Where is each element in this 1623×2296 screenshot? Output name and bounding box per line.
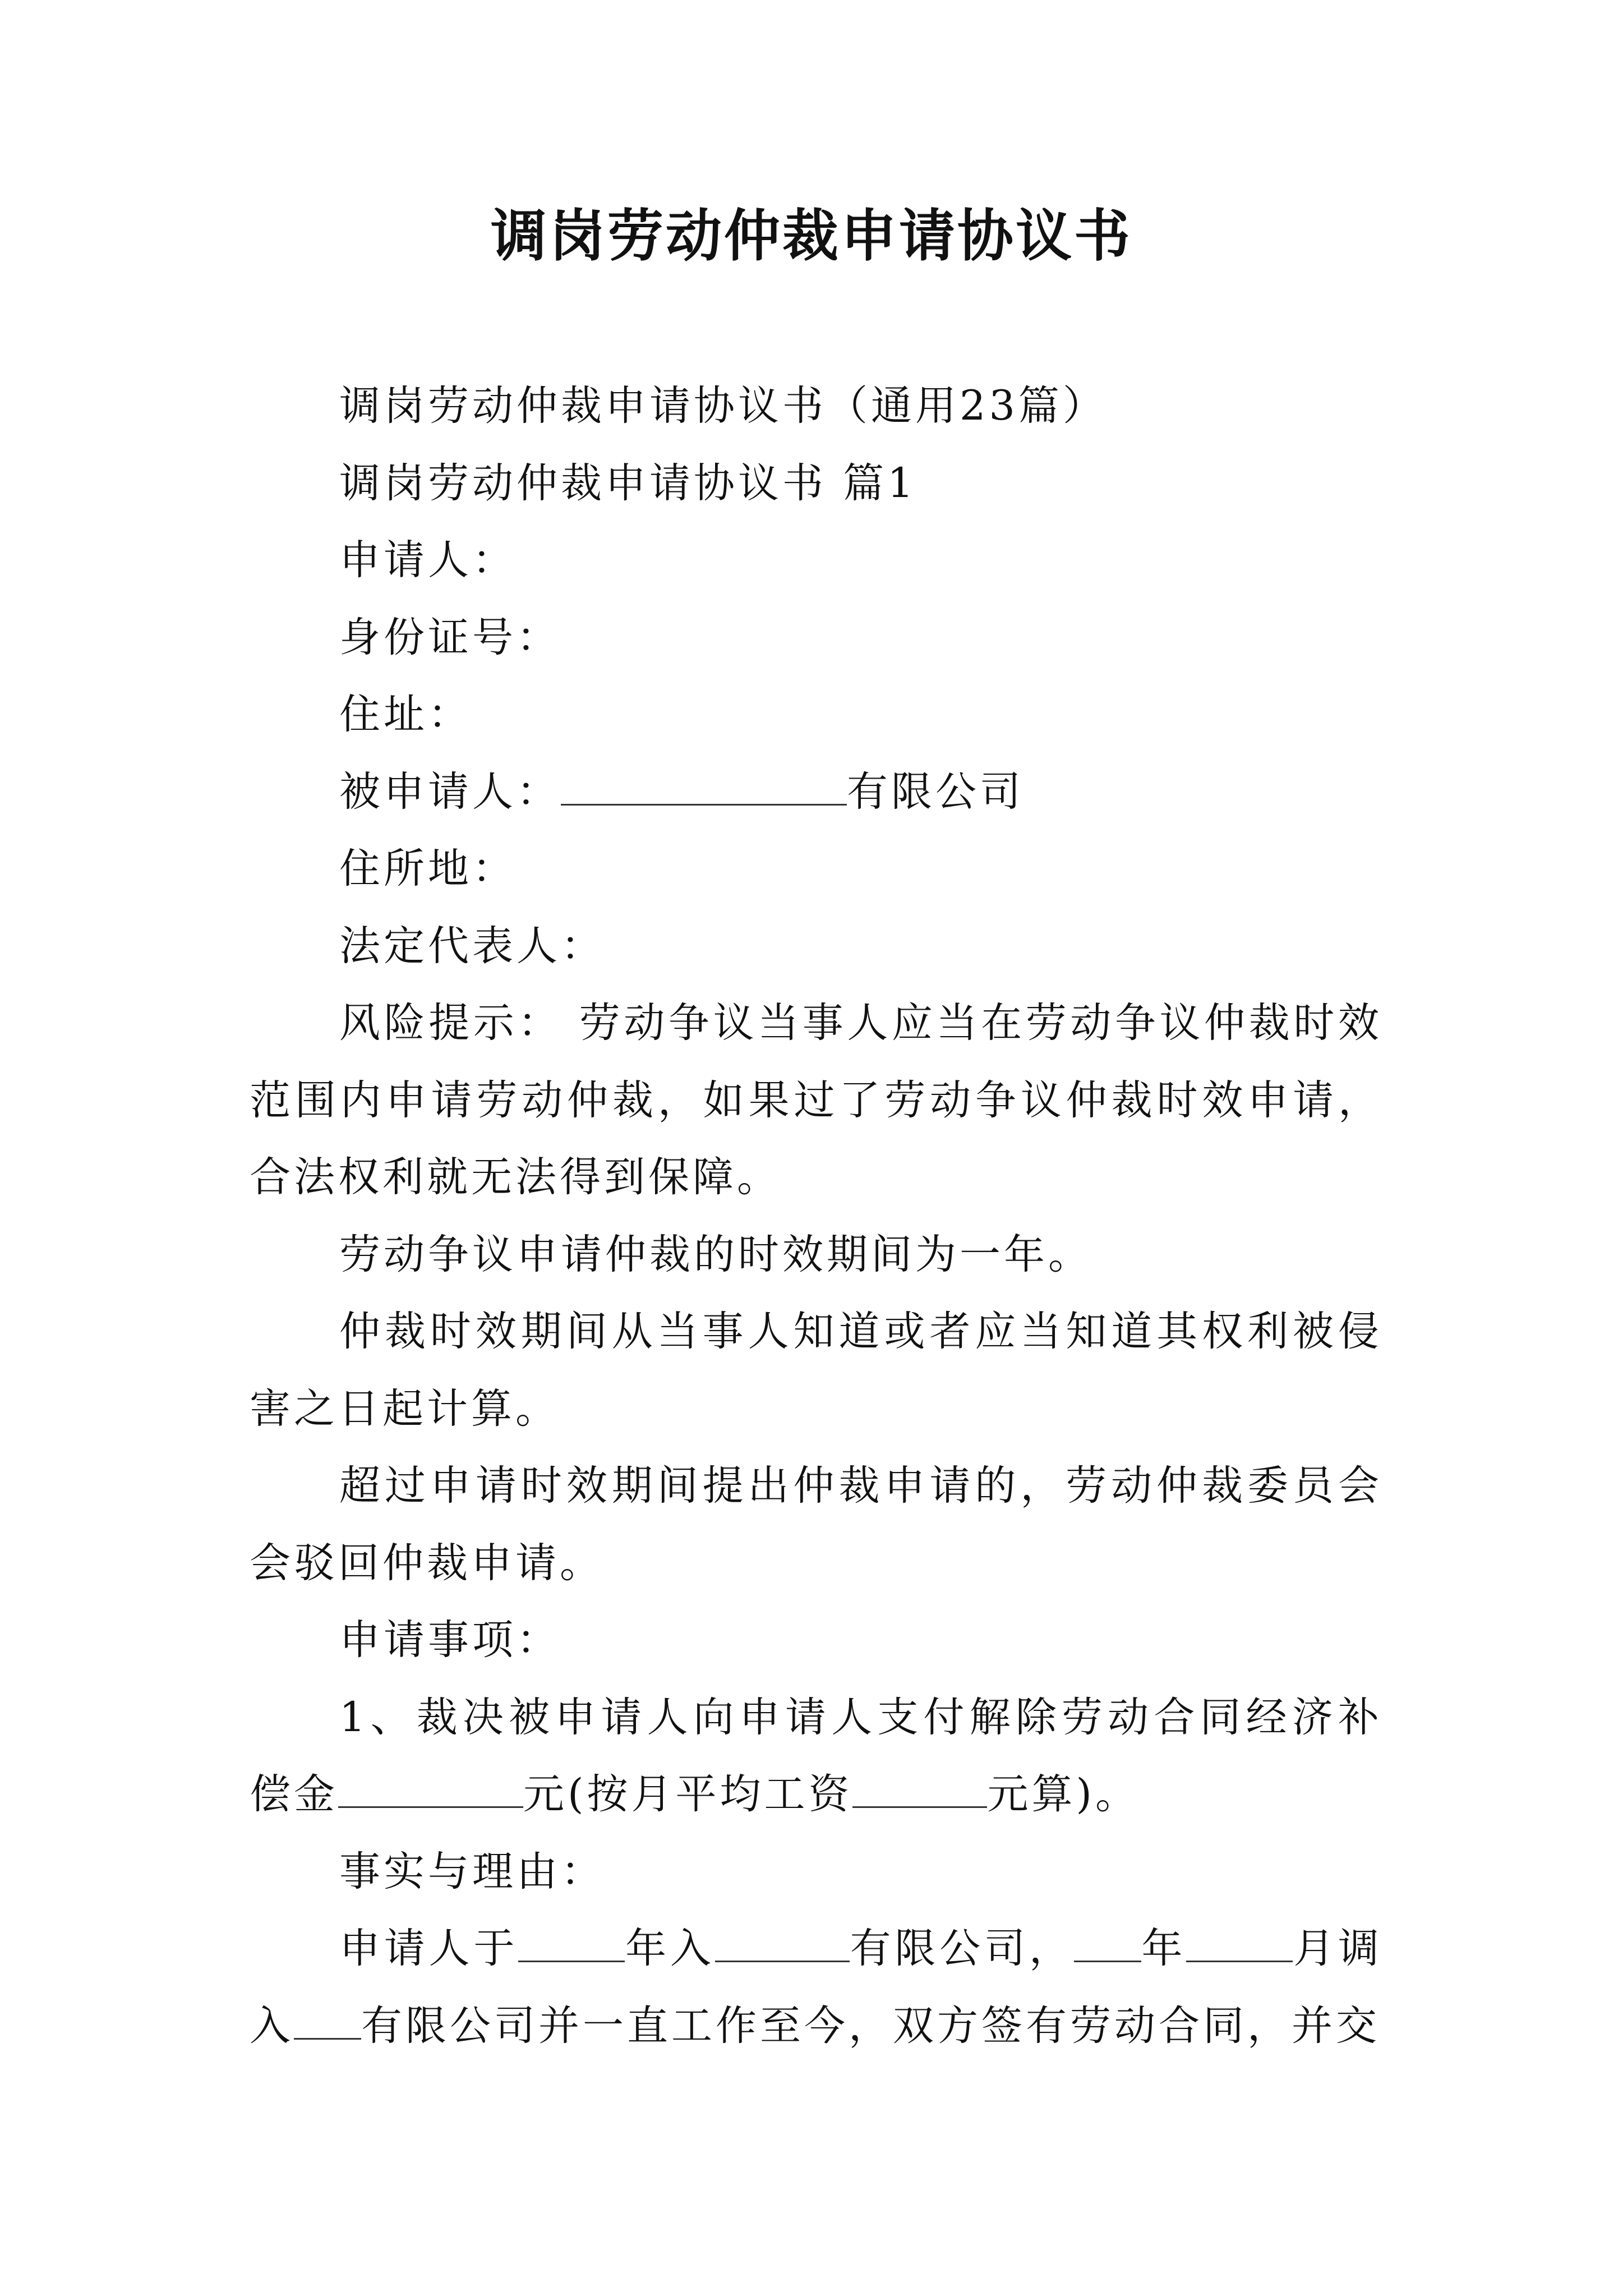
heading-claims: 申请事项： [339, 1616, 561, 1664]
paragraph-facts [250, 1910, 1382, 2064]
facts-company-blank [715, 1927, 850, 1962]
document-body [250, 367, 1382, 2064]
respondent-suffix: 有限公司 [847, 767, 1024, 816]
paragraph-limitation-start: 仲裁时效期间从当事人知道或者应当知道其权利被侵害之日起计算。 [250, 1308, 1382, 1433]
facts-month-blank [1186, 1927, 1293, 1962]
facts-part-1: 申请人于 [339, 1925, 519, 1972]
facts-part-3: 有限公司， [849, 1925, 1074, 1972]
paragraph-subtitle: 调岗劳动仲裁申请协议书（通用23篇） [339, 382, 1107, 430]
facts-part-6: 有限公司并一直工作至今，双方签有劳动合同，并交 [361, 2001, 1380, 2050]
paragraph-claim-1 [250, 1679, 1382, 1833]
field-respondent [250, 753, 1382, 831]
paragraph-limitation-exceeded: 超过申请时效期间提出仲裁申请的，劳动仲裁委员会会驳回仲裁申请。 [250, 1462, 1382, 1587]
facts-part-4: 年 [1141, 1925, 1187, 1972]
heading-facts: 事实与理由： [339, 1847, 605, 1895]
respondent-label: 被申请人： [339, 767, 561, 816]
claim-1-end: 元算)。 [987, 1770, 1140, 1818]
field-applicant: 申请人： [339, 536, 517, 584]
claim-1-salary-blank [852, 1773, 987, 1808]
paragraph-section-heading: 调岗劳动仲裁申请协议书 篇1 [339, 459, 917, 507]
facts-part-2: 年入 [625, 1925, 715, 1972]
facts-part-5: 月调入 [250, 1925, 1383, 2050]
facts-year-blank [518, 1927, 625, 1962]
field-legal-representative: 法定代表人： [339, 922, 605, 970]
field-id-number: 身份证号： [339, 613, 561, 661]
respondent-blank [561, 770, 847, 806]
document-title: 调岗劳动仲裁申请协议书 [491, 203, 1132, 269]
field-domicile: 住所地： [339, 845, 517, 892]
claim-1-amount-blank [338, 1773, 523, 1808]
claim-1-middle: 元(按月平均工资 [523, 1770, 853, 1818]
paragraph-limitation-period: 劳动争议申请仲裁的时效期间为一年。 [339, 1230, 1092, 1278]
facts-year-blank-2 [1074, 1927, 1141, 1962]
facts-company-blank-2 [294, 2004, 361, 2040]
paragraph-risk-notice: 风险提示： 劳动争议当事人应当在劳动争议仲裁时效范围内申请劳动仲裁，如果过了劳动争议仲裁时效申请，合法权利就无法得到保障。 [250, 999, 1382, 1201]
field-address: 住址： [339, 691, 472, 738]
claim-1-text: 1、裁决被申请人向申请人支付解除劳动合同经济补偿金 [250, 1693, 1382, 1818]
